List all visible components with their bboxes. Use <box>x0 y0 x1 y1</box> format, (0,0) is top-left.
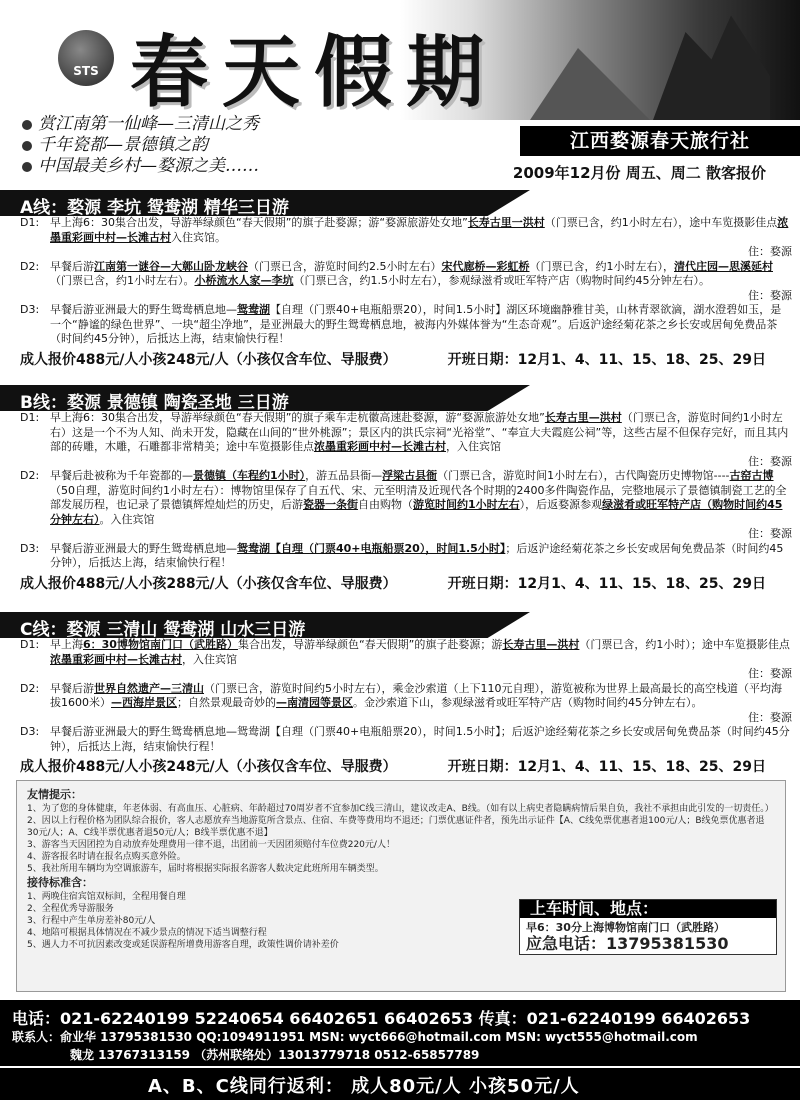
highlight-attraction: 景德镇（车程约1小时） <box>193 469 306 482</box>
day-text: 。金沙索道下山，参观绿滋肴或旺军特产店（购物时间约45分钟左右）。 <box>353 696 703 709</box>
schedule-subtitle: 2009年12月份 周五、周二 散客报价 <box>512 164 766 182</box>
itinerary-day <box>0 260 800 304</box>
standards-heading: 接待标准含： <box>27 876 93 889</box>
highlight-attraction: 世界自然遗产—三清山 <box>94 681 204 695</box>
day-text: ，游五品县衙— <box>305 469 383 482</box>
contact-line: 魏龙 13767313159 （苏州联络处）13013779718 0512-65857789 <box>70 1048 480 1062</box>
day-text: 早餐后游 <box>50 259 94 273</box>
tip-item: 3、游客当天因团控为自动放弃处理费用一律不退，出团前一天因团须赔付车位费220元/人！ <box>27 840 395 850</box>
route-title-bar <box>0 190 800 216</box>
accommodation: 住：婺源 <box>748 454 792 468</box>
day-label: D3: <box>20 541 40 555</box>
tips-heading: 友情提示： <box>27 788 82 801</box>
day-text: 早餐后游亚洲最大的野生鸳鸯栖息地—鸳鸯湖【自理（门票40+电瓶船票20），时间1.5小时】；后返沪途经菊花茶之乡长安或居甸免费品茶（时间约45分钟），后抵达上海，结束愉快行程！ <box>50 725 790 753</box>
highlight-attraction: 长寿古里—洪村 <box>502 638 580 651</box>
day-text: （门票已含，约1.5小时左右），参观绿滋肴或旺军特产店（购物时间约45分钟左右）。 <box>293 274 710 287</box>
day-text: （门票已含，游览时间约5小时左右），乘金沙索道（上下110元自理），游览被称为世界上最高最长的高空栈道（平均海拔1600米） <box>50 681 782 709</box>
highlight-attraction: —西海岸景区 <box>111 696 177 709</box>
highlight-attraction: 江南第一谜谷—大鄣山卧龙峡谷 <box>94 259 248 273</box>
day-text: 早餐后游亚洲最大的野生鸳鸯栖息地— <box>50 303 237 316</box>
price-text: 成人报价488元/人小孩288元/人（小孩仅含车位、导服费） <box>20 575 397 592</box>
day-text: （门票已含，约1小时左右），途中车览摄影佳点 <box>544 216 778 229</box>
day-text: （门票已含，约1小时左右）。 <box>50 274 195 287</box>
highlight-attraction: 游览时间约1小时左右 <box>413 498 520 511</box>
route-c <box>0 612 800 776</box>
itinerary-day <box>0 638 800 682</box>
day-text: （门票已含，游览时间约1小时左右）这是一个不为人知、尚未开发，隐藏在山间的“世外桃源”；景区内的洪氏宗祠“光裕堂”、“奉宣大夫霞庭公祠”等，这些古屋不但保存完好，而且其内部的砖雕，木雕，石雕都非常精美；途中车览摄影佳点 <box>50 411 789 453</box>
day-list <box>0 411 800 571</box>
accommodation: 住：婺源 <box>748 245 792 258</box>
day-description <box>50 725 792 754</box>
highlight-attraction: 瓷器一条街 <box>303 498 358 511</box>
highlight-attraction: —南清园等景区 <box>276 696 353 709</box>
agency-name: 江西婺源春天旅行社 <box>520 126 800 156</box>
mountain-peak-shape <box>530 40 650 120</box>
highlight-attraction: 浓墨重彩画中村—长滩古村 <box>50 652 182 666</box>
day-text: 。入住宾馆 <box>99 512 155 526</box>
day-text: （门票已含，约1小时）；途中车览摄影佳点 <box>579 638 790 651</box>
day-text: 自由购物（ <box>358 498 413 511</box>
highlight-attraction: 鸳鸯湖【自理（门票40+电瓶船票20），时间1.5小时】 <box>237 541 506 555</box>
standard-item: 4、地陪可根据具体情况在不减少景点的情况下适当调整行程 <box>27 928 267 938</box>
day-text: 入住宾馆。 <box>171 230 226 244</box>
day-description <box>50 542 792 571</box>
contact-line: 联系人：俞业华 13795381530 QQ:1094911951 MSN: wyct666@hotmail.com MSN: wyct555@hotmail.com <box>12 1030 698 1044</box>
emergency-phone: 应急电话：13795381530 <box>526 934 729 953</box>
highlight-item: 赏江南第一仙峰—三清山之秀 <box>22 114 259 135</box>
day-description <box>50 260 792 304</box>
day-text: 【自理（门票40+电瓶船票20），时间1.5小时】湖区环境幽静雅甘美，山林青翠欲滴，湖水澄碧如玉，是一个“静谧的绿色世界”、一块“超尘净地”，是亚洲最大的野生鸳鸯栖息地，被海内外媒体誉为“生态奇观”。后返沪途经菊花茶之乡长安或居甸免费品茶（时间约45分钟），后抵达上海，结束愉快行程！ <box>50 303 782 345</box>
route-title: A线：婺源 李坑 鸳鸯湖 精华三日游 <box>20 198 289 218</box>
price-row <box>0 347 800 369</box>
day-description <box>50 469 792 542</box>
page-title: 春天假期 <box>130 27 499 118</box>
day-label: D1: <box>20 411 40 424</box>
itinerary-day <box>0 216 800 260</box>
highlight-attraction: 小桥流水人家—李坑 <box>194 274 294 287</box>
bullet-icon <box>22 120 32 130</box>
day-description <box>50 411 792 469</box>
highlight-item: 千年瓷都—景德镇之韵 <box>22 135 259 156</box>
phone-fax-line: 电话：021-62240199 52240654 66402651 66402653 传真：021-62240199 66402653 <box>12 1009 751 1028</box>
day-text: 集合出发，导游举绿颜色“春天假期”的旗子赴婺源；游 <box>237 638 503 651</box>
accommodation: 住：婺源 <box>748 667 792 680</box>
price-row <box>0 754 800 776</box>
day-label: D1: <box>20 638 40 651</box>
accommodation: 住：婺源 <box>748 710 792 724</box>
day-text: （门票已含，约1小时左右）， <box>529 259 674 273</box>
highlight-attraction: 宋代廊桥—彩虹桥 <box>441 259 530 273</box>
highlight-attraction: 浮梁古县衙 <box>382 469 438 482</box>
bullet-icon <box>22 162 32 172</box>
accommodation: 住：婺源 <box>748 288 792 302</box>
itinerary-day <box>0 682 800 726</box>
day-list <box>0 216 800 347</box>
highlight-item: 中国最美乡村—婺源之美…… <box>22 156 259 177</box>
day-text: （50自理，游览时间约1小时左右）：博物馆里保存了自五代、宋、元至明清及近现代各个时期的2400多件陶瓷作品，完整地展示了景德镇制瓷工艺的全部发展历程，也记录了景德镇辉煌灿烂的历史，后游 <box>50 483 787 511</box>
boarding-heading: 上车时间、地点： <box>520 900 776 918</box>
highlight-attraction: 6：30博物馆南门口（武胜路） <box>83 638 238 651</box>
mountain-peak-shape <box>640 10 770 120</box>
route-title: B线：婺源 景德镇 陶瓷圣地 三日游 <box>20 393 289 413</box>
day-text: ；后返沪途经菊花茶之乡长安或居甸免费品茶（时间约45分钟），后抵达上海，结束愉快行程！ <box>50 541 784 569</box>
day-label: D3: <box>20 725 40 738</box>
price-text: 成人报价488元/人小孩248元/人（小孩仅含车位、导服费） <box>20 351 397 368</box>
itinerary-day <box>0 303 800 347</box>
accommodation: 住：婺源 <box>748 527 792 540</box>
highlight-attraction: 清代庄园—思溪延村 <box>674 259 773 273</box>
day-description <box>50 638 792 682</box>
route-a <box>0 190 800 369</box>
day-list <box>0 638 800 754</box>
day-text: 早上海 <box>50 638 83 651</box>
day-label: D2: <box>20 469 40 482</box>
standard-item: 2、全程优秀导游服务 <box>27 904 114 914</box>
highlight-attraction: 古窑古博 <box>729 469 774 482</box>
boarding-info-box <box>519 899 777 955</box>
highlight-attraction: 绿滋肴或旺军特产店（购物时间约45分钟左右） <box>50 498 783 526</box>
logo-text: STS <box>73 64 99 78</box>
itinerary-day <box>0 411 800 469</box>
route-title-bar <box>0 612 800 638</box>
highlight-attraction: 鸳鸯湖 <box>237 303 270 316</box>
day-text: 早餐后游亚洲最大的野生鸳鸯栖息地— <box>50 541 237 555</box>
itinerary-day <box>0 469 800 542</box>
highlight-bullets <box>22 114 259 177</box>
tips-box <box>16 780 786 992</box>
route-title: C线：婺源 三清山 鸳鸯湖 山水三日游 <box>20 620 306 640</box>
boarding-location: 早6：30分上海博物馆南门口（武胜路） <box>526 921 725 934</box>
day-text: ；自然景观最奇妙的 <box>177 696 276 709</box>
highlight-attraction: 浓墨重彩画中村—长滩古村 <box>314 440 446 453</box>
highlight-attraction: 浓墨重彩画中村—长滩古村 <box>50 216 789 244</box>
day-text: （门票已含，游览时间1小时左右），古代陶瓷历史博物馆---- <box>437 469 730 482</box>
footer <box>0 1000 800 1100</box>
standard-item: 3、行程中产生单房差补80元/人 <box>27 916 156 926</box>
sts-logo-icon <box>58 30 114 86</box>
departure-dates: 开班日期：12月1、4、11、15、18、25、29日 <box>447 351 766 368</box>
tip-item: 5、我社所用车辆均为空调旅游车，届时将根据实际报名游客人数决定此班所用车辆类型。 <box>27 864 384 874</box>
day-text: ，入住宾馆 <box>182 652 237 666</box>
rebate-line: A、B、C线同行返利： 成人80元/人 小孩50元/人 <box>148 1076 580 1097</box>
day-label: D2: <box>20 259 40 273</box>
bullet-icon <box>22 141 32 151</box>
itinerary-day <box>0 542 800 571</box>
day-description <box>50 682 792 726</box>
standard-item: 1、两晚住宿宾馆双标间，全程用餐自理 <box>27 892 186 902</box>
price-text: 成人报价488元/人小孩248元/人（小孩仅含车位、导服费） <box>20 759 397 775</box>
route-title-bar <box>0 385 800 411</box>
day-description <box>50 216 792 260</box>
footer-divider <box>0 1066 800 1068</box>
day-text: （门票已含，游览时间约2.5小时左右） <box>248 259 442 273</box>
departure-dates: 开班日期：12月1、4、11、15、18、25、29日 <box>447 759 766 775</box>
day-label: D3: <box>20 303 40 316</box>
header <box>0 0 800 188</box>
day-description <box>50 303 792 347</box>
day-text: 早上海6：30集合出发，导游举绿颜色“春天假期”的旗子赴婺源；游“婺源旅游处女地” <box>50 216 468 229</box>
standard-item: 5、遇人力不可抗因素改变或延误游程所增费用游客自理，政策性调价请补差价 <box>27 940 339 950</box>
itinerary-day <box>0 725 800 754</box>
price-row <box>0 571 800 593</box>
highlight-attraction: 长寿古里—洪村 <box>544 411 622 424</box>
tips-list <box>27 803 775 875</box>
tip-item: 2、因以上行程价格为团队综合报价，客人志愿放弃当地游览所含景点、住宿、车费等费用均不退还；门票优惠证件者，预先出示证件【A、C线免票优惠者退100元/人；B线免票优惠者退30元/人；A、C线半票优惠者退50元/人；B线半票优惠不退】 <box>27 816 765 838</box>
day-label: D1: <box>20 216 40 229</box>
highlight-attraction: 长寿古里一洪村 <box>467 216 545 229</box>
day-text: 早餐后游 <box>50 681 94 695</box>
day-text: ），后返婺源参观 <box>519 498 603 511</box>
departure-dates: 开班日期：12月1、4、11、15、18、25、29日 <box>447 575 766 592</box>
tip-item: 4、游客报名时请在报名点购买意外险。 <box>27 852 186 862</box>
day-text: ，入住宾馆 <box>446 440 501 453</box>
day-label: D2: <box>20 681 40 695</box>
day-text: 早上海6：30集合出发，导游举绿颜色“春天假期”的旗子乘车走杭徽高速赴婺源，游“婺源旅游处女地” <box>50 411 545 424</box>
route-b <box>0 385 800 593</box>
tip-item: 1、为了您的身体健康，年老体弱、有高血压、心脏病、年龄超过70周岁者不宜参加C线三清山，建议改走A、B线。（如有以上病史者隐瞒病情后果自负，我社不承担由此引发的一切责任。） <box>27 804 774 814</box>
day-text: 早餐后赴被称为千年瓷都的— <box>50 469 193 482</box>
